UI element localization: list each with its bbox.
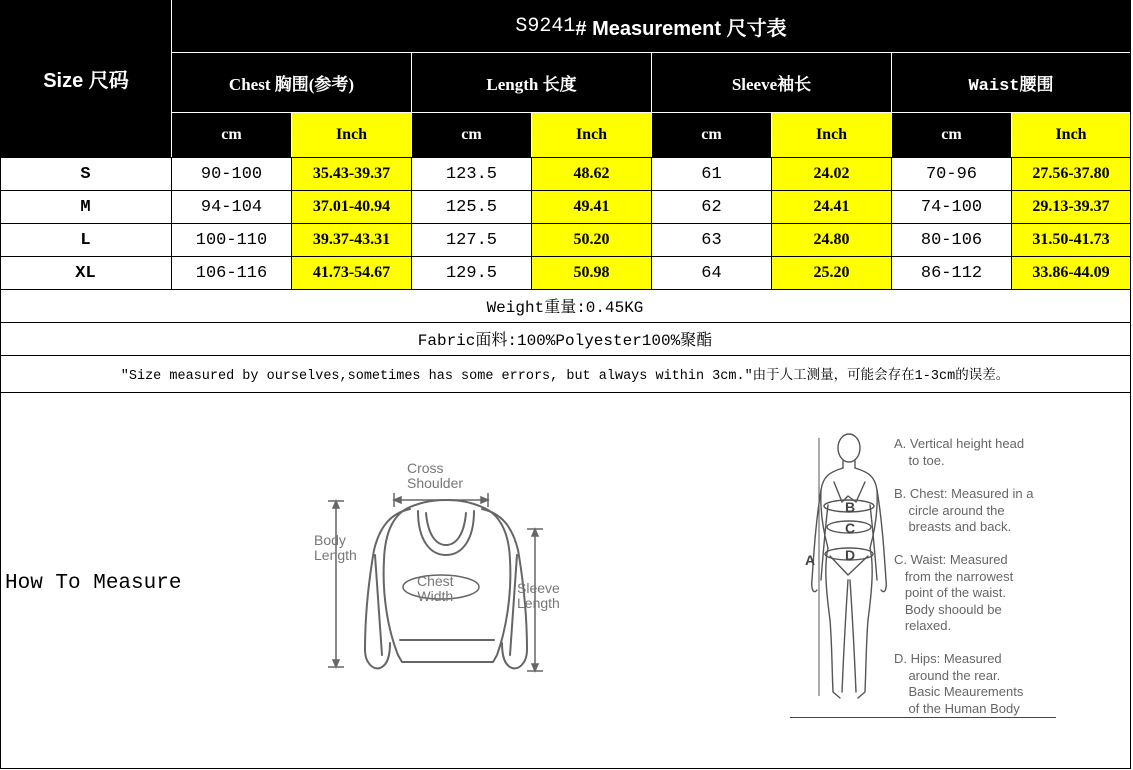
inch-value-cell — [292, 191, 411, 223]
unit-header — [532, 113, 651, 157]
measurement-value: 74-100 — [920, 197, 983, 217]
measurement-value: 123.5 — [445, 164, 497, 184]
unit-header-text: cm — [461, 126, 482, 143]
unit-header — [172, 113, 291, 157]
legend-line: from the narrowest — [894, 568, 1014, 584]
cross-shoulder-label — [407, 461, 463, 491]
measurement-value: 94-104 — [200, 197, 263, 217]
measurement-value: 49.41 — [573, 198, 610, 215]
measurement-value: 25.20 — [813, 264, 850, 281]
measurement-value: 37.01-40.94 — [312, 198, 391, 215]
measurement-value: 70-96 — [925, 164, 977, 184]
measurement-value: 106-116 — [195, 263, 268, 283]
legend-line: around the rear. — [894, 667, 1001, 683]
legend-item — [894, 486, 1059, 536]
body-diagram-baseline — [790, 717, 1056, 718]
inch-value-cell — [292, 158, 411, 190]
size-value: L — [80, 230, 91, 250]
weight-text: Weight重量:0.45KG — [486, 299, 644, 317]
chest-width-line-2: Width — [417, 588, 454, 604]
cm-value-cell — [892, 158, 1011, 190]
cm-value-cell — [412, 224, 531, 256]
cm-value-cell — [652, 191, 771, 223]
unit-header — [652, 113, 771, 157]
legend-line: breasts and back. — [894, 519, 1012, 534]
size-cell — [0, 257, 171, 289]
cm-value-cell — [172, 191, 291, 223]
group-header-length-text: Length 长度 — [486, 75, 577, 94]
unit-header — [292, 113, 411, 157]
sleeve-length-line-1: Sleeve — [517, 580, 560, 596]
measurement-value: 24.41 — [813, 198, 850, 215]
legend-line: point of the waist. — [894, 585, 1007, 600]
measurement-value: 86-112 — [920, 263, 983, 283]
cm-value-cell — [892, 257, 1011, 289]
inch-value-cell — [532, 224, 651, 256]
size-value: M — [80, 197, 91, 217]
inch-value-cell — [1012, 191, 1130, 223]
body-letter-a: A — [805, 552, 816, 568]
measurement-value: 33.86-44.09 — [1032, 264, 1110, 281]
size-cell — [0, 158, 171, 190]
title-text: # Measurement 尺寸表 — [575, 18, 787, 40]
measurement-value: 29.13-39.37 — [1032, 198, 1110, 215]
group-header-chest-text: Chest 胸围(参考) — [228, 75, 355, 94]
body-length-line-2: Length — [314, 547, 357, 563]
legend-line: A. Vertical height head — [894, 436, 1025, 451]
cm-value-cell — [412, 158, 531, 190]
unit-header — [412, 113, 531, 157]
cm-value-cell — [652, 158, 771, 190]
measurement-value: 39.37-43.31 — [312, 231, 391, 248]
inch-value-cell — [1012, 158, 1130, 190]
cm-value-cell — [172, 158, 291, 190]
unit-header — [772, 113, 891, 157]
group-header-waist — [892, 53, 1130, 112]
measurement-value: 90-100 — [200, 164, 263, 184]
body-length-label — [314, 533, 357, 563]
unit-header-text: cm — [701, 126, 722, 143]
legend-item — [894, 436, 1059, 469]
measurement-value: 80-106 — [920, 230, 983, 250]
note-row — [0, 355, 1130, 392]
body-letter-d: D — [845, 547, 856, 563]
title-code: S9241 — [515, 15, 576, 38]
measurement-value: 62 — [701, 197, 722, 217]
body-letter-b: B — [845, 499, 856, 515]
unit-header-text: Inch — [575, 126, 608, 143]
legend-line: circle around the — [894, 502, 1005, 518]
unit-header — [892, 113, 1011, 157]
cm-value-cell — [652, 257, 771, 289]
measurement-value: 24.02 — [813, 165, 850, 182]
measurement-value: 41.73-54.67 — [312, 264, 391, 281]
fabric-row — [0, 322, 1130, 355]
sleeve-length-line-2: Length — [517, 595, 560, 611]
inch-value-cell — [772, 158, 891, 190]
measurement-value: 31.50-41.73 — [1032, 231, 1110, 248]
measurement-value: 24.80 — [813, 231, 850, 248]
legend-line: D. Hips: Measured — [894, 651, 1002, 666]
legend-line: relaxed. — [894, 618, 952, 633]
inch-value-cell — [1012, 257, 1130, 289]
legend-line: C. Waist: Measured — [894, 552, 1008, 567]
measurement-value: 50.98 — [573, 264, 610, 281]
cross-shoulder-line-2: Shoulder — [407, 475, 464, 491]
measurement-value: 35.43-39.37 — [312, 165, 391, 182]
legend-item — [894, 552, 1059, 635]
unit-header-text: cm — [221, 126, 242, 143]
inch-value-cell — [772, 224, 891, 256]
inch-value-cell — [532, 158, 651, 190]
group-header-waist-text: Waist腰围 — [968, 76, 1054, 96]
legend-line: to toe. — [894, 452, 945, 468]
size-cell — [0, 224, 171, 256]
unit-header-text: Inch — [815, 126, 848, 143]
size-value: XL — [75, 263, 96, 283]
legend-item — [894, 651, 1059, 717]
measurement-value: 48.62 — [573, 165, 610, 182]
sleeve-length-label — [517, 581, 560, 611]
inch-value-cell — [532, 191, 651, 223]
weight-row — [0, 289, 1130, 322]
measurement-value: 64 — [701, 263, 722, 283]
measurement-value: 125.5 — [445, 197, 497, 217]
chest-width-line-1: Chest — [417, 573, 454, 589]
measurement-value: 50.20 — [573, 231, 610, 248]
measurement-value: 27.56-37.80 — [1032, 165, 1110, 182]
cm-value-cell — [892, 191, 1011, 223]
legend-line: Basic Meaurements — [894, 684, 1024, 699]
inch-value-cell — [772, 257, 891, 289]
unit-header-text: Inch — [1055, 126, 1087, 143]
how-to-measure-label: How To Measure — [5, 572, 182, 595]
inch-value-cell — [292, 224, 411, 256]
inch-value-cell — [772, 191, 891, 223]
measurement-value: 129.5 — [445, 263, 497, 283]
group-header-sleeve — [652, 53, 891, 112]
size-header-text: Size 尺码 — [43, 70, 129, 92]
legend-line: B. Chest: Measured in a — [894, 486, 1034, 501]
cm-value-cell — [412, 191, 531, 223]
cm-value-cell — [412, 257, 531, 289]
fabric-text: Fabric面料:100%Polyester100%聚酯 — [417, 332, 713, 350]
legend-line: of the Human Body — [894, 700, 1020, 716]
cm-value-cell — [172, 257, 291, 289]
note-text: "Size measured by ourselves,sometimes has some errors, but always within 3cm."由于人工测量，可能会存在1-3cm的误差。 — [120, 369, 1010, 384]
chest-width-label — [417, 574, 454, 604]
inch-value-cell — [1012, 224, 1130, 256]
inch-value-cell — [532, 257, 651, 289]
cm-value-cell — [892, 224, 1011, 256]
chart-title — [172, 0, 1130, 53]
group-header-length — [412, 53, 651, 112]
unit-header-text: cm — [941, 126, 962, 143]
size-column-header — [0, 0, 172, 157]
size-value: S — [80, 164, 91, 184]
inch-value-cell — [292, 257, 411, 289]
legend-line: Body shoould be — [894, 601, 1002, 617]
unit-header-text: Inch — [335, 126, 368, 143]
measurement-value: 127.5 — [445, 230, 497, 250]
measurement-value: 61 — [701, 164, 722, 184]
group-header-sleeve-text: Sleeve袖长 — [731, 75, 812, 94]
cm-value-cell — [652, 224, 771, 256]
group-header-chest — [172, 53, 411, 112]
size-cell — [0, 191, 171, 223]
unit-header — [1012, 113, 1130, 157]
measurement-value: 63 — [701, 230, 722, 250]
measurement-value: 100-110 — [195, 230, 268, 250]
cross-shoulder-line-1: Cross — [407, 460, 444, 476]
cm-value-cell — [172, 224, 291, 256]
body-letter-c: C — [845, 520, 856, 536]
body-length-line-1: Body — [314, 532, 346, 548]
